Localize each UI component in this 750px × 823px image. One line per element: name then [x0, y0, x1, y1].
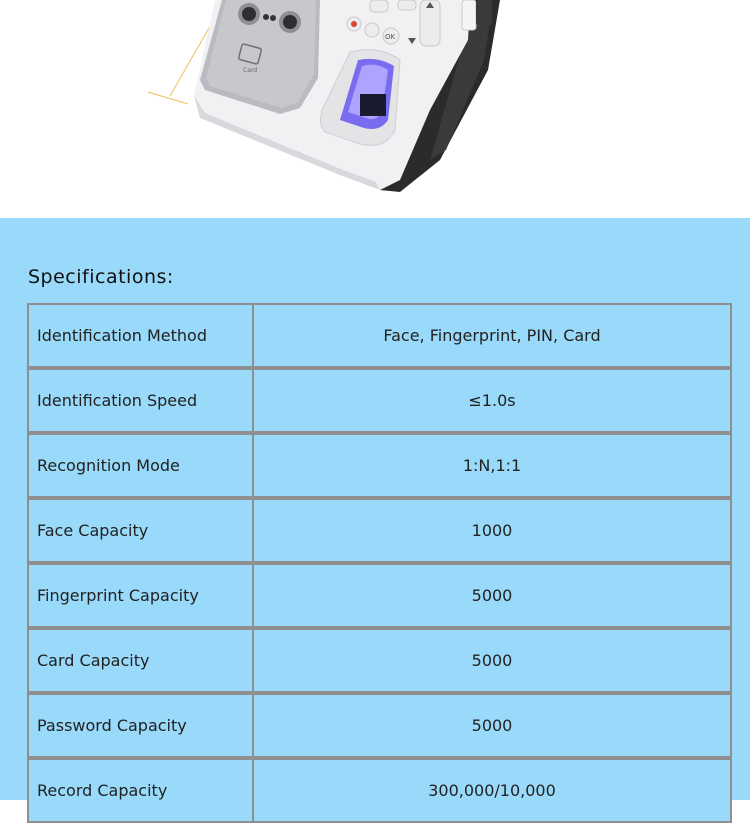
spec-value: ≤1.0s — [468, 391, 516, 410]
table-row — [29, 305, 730, 370]
spec-value: 5000 — [471, 586, 513, 605]
table-row — [29, 695, 730, 760]
product-image-area — [0, 0, 750, 218]
spec-value: 300,000/10,000 — [428, 781, 556, 800]
table-row — [29, 630, 730, 695]
spec-label: Recognition Mode — [29, 435, 254, 496]
spec-label: Identification Speed — [29, 370, 254, 431]
device-illustration — [0, 0, 750, 218]
table-row — [29, 435, 730, 500]
card-label: Card — [243, 67, 258, 74]
spec-label: Record Capacity — [29, 760, 254, 821]
specifications-table — [27, 303, 732, 823]
spec-label: Identification Method — [29, 305, 254, 366]
spec-label: Face Capacity — [29, 500, 254, 561]
spec-label: Password Capacity — [29, 695, 254, 756]
dimension-line — [148, 92, 188, 104]
spec-label: Fingerprint Capacity — [29, 565, 254, 626]
spec-value: Face, Fingerprint, PIN, Card — [383, 326, 601, 345]
ok-key-label: OK — [385, 33, 396, 41]
specifications-section — [0, 218, 750, 800]
spec-label: Card Capacity — [29, 630, 254, 691]
table-row — [29, 565, 730, 630]
table-row — [29, 500, 730, 565]
specifications-title: Specifications: — [28, 266, 174, 288]
spec-value: 5000 — [471, 716, 513, 735]
spec-value: 1000 — [471, 521, 513, 540]
spec-value: 5000 — [471, 651, 513, 670]
table-row — [29, 370, 730, 435]
spec-value: 1:N,1:1 — [462, 456, 522, 475]
table-row — [29, 760, 730, 821]
